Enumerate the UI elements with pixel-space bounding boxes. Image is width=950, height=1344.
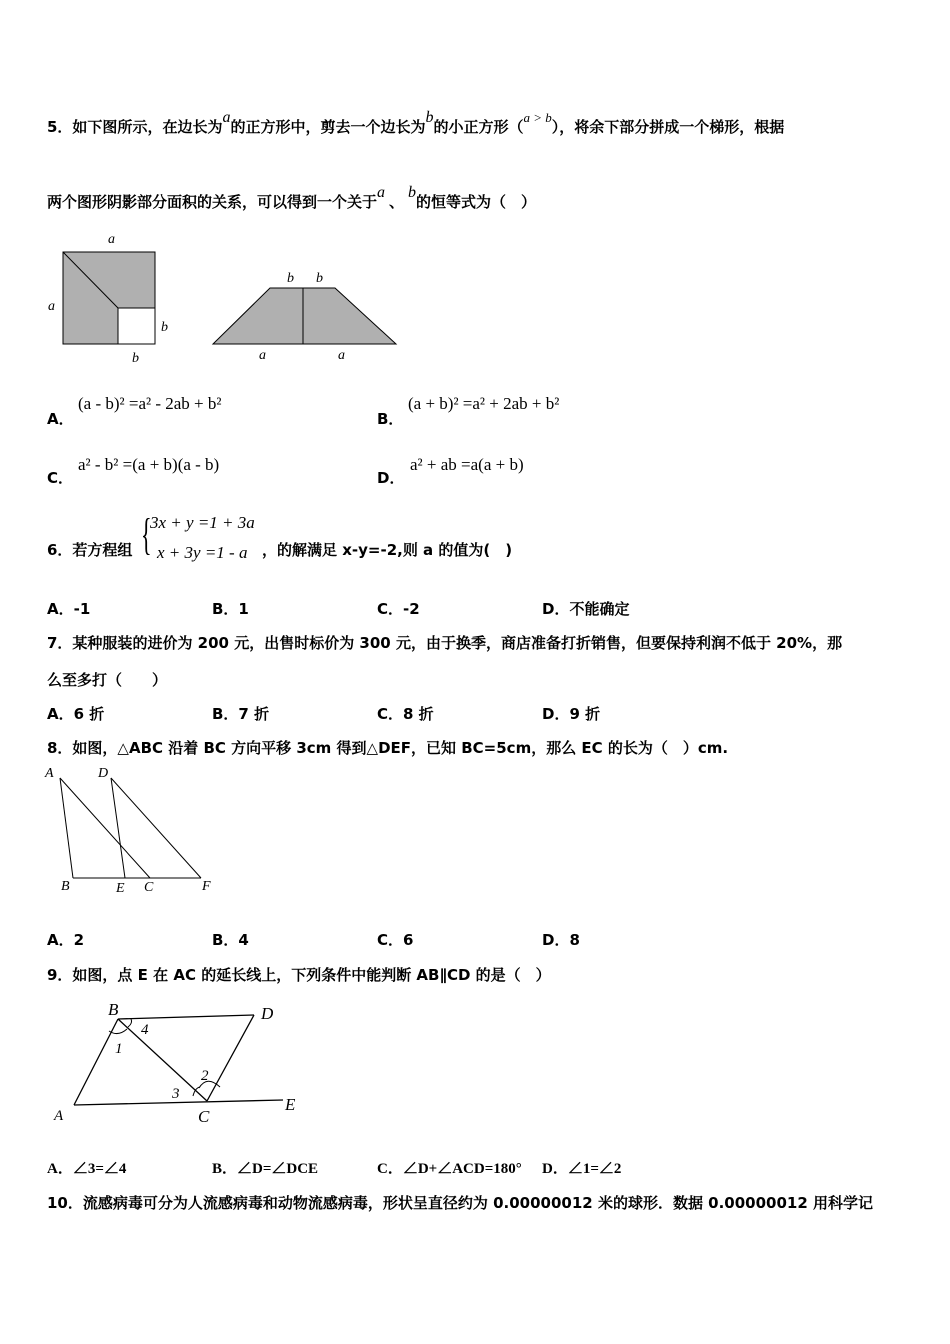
point-label: F [202,879,211,894]
fig-label-a: a [108,232,115,247]
q5-text: 的恒等式为（ ） [416,193,537,211]
point-label: E [285,1095,296,1114]
condition: a > b [523,110,552,125]
q9-parallel-figure [45,995,315,1130]
option[interactable]: D．8 [542,931,580,949]
q8-text: 8．如图，△ABC 沿着 BC 方向平移 3cm 得到△DEF，已知 BC=5cm，那么 EC 的长为（ ）cm. [47,739,729,757]
option[interactable]: A．∠3=∠4 [47,1161,127,1177]
option-label[interactable]: A． [47,410,74,428]
q5-square-figure [40,228,180,368]
q5-text: 5．如下图所示，在边长为 [47,118,223,136]
brace-icon: { [141,510,152,559]
fig-label-b: b [132,351,139,366]
option-formula[interactable]: a² + ab =a(a + b) [410,455,524,474]
option[interactable]: D．不能确定 [542,600,630,618]
fig-label-a: a [259,348,266,363]
option[interactable]: C．-2 [377,600,420,618]
q5-text: ），将余下部分拼成一个梯形，根据 [551,118,785,136]
q7-line-2: 么至多打（ ） [47,671,168,689]
var-b: b [408,184,417,201]
option[interactable]: A．6 折 [47,705,105,723]
q6-equation-1: 3x + y =1 + 3a [150,513,255,532]
option[interactable]: B．4 [212,931,249,949]
angle-label: 3 [172,1086,180,1102]
option[interactable]: A．-1 [47,600,91,618]
point-label: A [54,1108,64,1124]
var-a: a [377,184,386,201]
option[interactable]: D．9 折 [542,705,601,723]
point-label: E [116,881,125,896]
fig-label-b: b [316,271,323,286]
option[interactable]: B．∠D=∠DCE [212,1161,319,1177]
point-label: D [98,766,109,781]
option[interactable]: C．∠D+∠ACD=180° [377,1161,522,1177]
point-label: B [108,1000,119,1019]
point-label: C [198,1107,210,1126]
q6-prefix: 6．若方程组 [47,541,133,559]
option[interactable]: C．8 折 [377,705,434,723]
q8-translation-figure [40,762,230,902]
q5-text: 两个图形阴影部分面积的关系，可以得到一个关于 [47,193,378,211]
separator: 、 [389,193,405,211]
option-formula[interactable]: (a + b)² =a² + 2ab + b² [408,394,560,413]
q10-text: 10．流感病毒可分为人流感病毒和动物流感病毒，形状呈直径约为 0.00000012 米的球形．数据 0.00000012 用科学记 [47,1194,874,1212]
fig-label-b: b [287,271,294,286]
fig-label-a: a [48,299,55,314]
option[interactable]: A．2 [47,931,85,949]
q5-text: 的小正方形（ [433,118,524,136]
q5-line-1 [47,109,785,137]
point-label: B [61,879,70,894]
q5-line-2 [47,184,537,212]
var-a: a [222,109,231,126]
q5-text: 的正方形中，剪去一个边长为 [230,118,426,136]
option[interactable]: C．6 [377,931,414,949]
angle-label: 2 [201,1068,209,1084]
option[interactable]: D．∠1=∠2 [542,1161,622,1177]
q7-line-1: 7．某种服装的进价为 200 元，出售时标价为 300 元，由于换季，商店准备打折销售，但要保持利润不低于 20%，那 [47,634,843,652]
point-label: A [45,766,54,781]
q9-text: 9．如图，点 E 在 AC 的延长线上，下列条件中能判断 AB∥CD 的是（ ） [47,966,551,984]
option-label[interactable]: B． [377,410,404,428]
point-label: D [261,1004,274,1023]
angle-label: 1 [115,1041,123,1057]
angle-label: 4 [141,1022,149,1038]
point-label: C [144,880,154,895]
fig-label-a: a [338,348,345,363]
fig-label-b: b [161,320,168,335]
option-formula[interactable]: a² - b² =(a + b)(a - b) [78,455,220,474]
option[interactable]: B．1 [212,600,249,618]
option[interactable]: B．7 折 [212,705,270,723]
var-b: b [425,109,434,126]
option-label[interactable]: D． [377,469,405,487]
q5-trapezoid-figure [205,262,405,372]
q6-equation-2: x + 3y =1 - a [157,543,248,562]
option-formula[interactable]: (a - b)² =a² - 2ab + b² [78,394,222,413]
q6-suffix: ，的解满足 x-y=-2,则 a 的值为( ) [262,541,513,559]
option-label[interactable]: C． [47,469,74,487]
